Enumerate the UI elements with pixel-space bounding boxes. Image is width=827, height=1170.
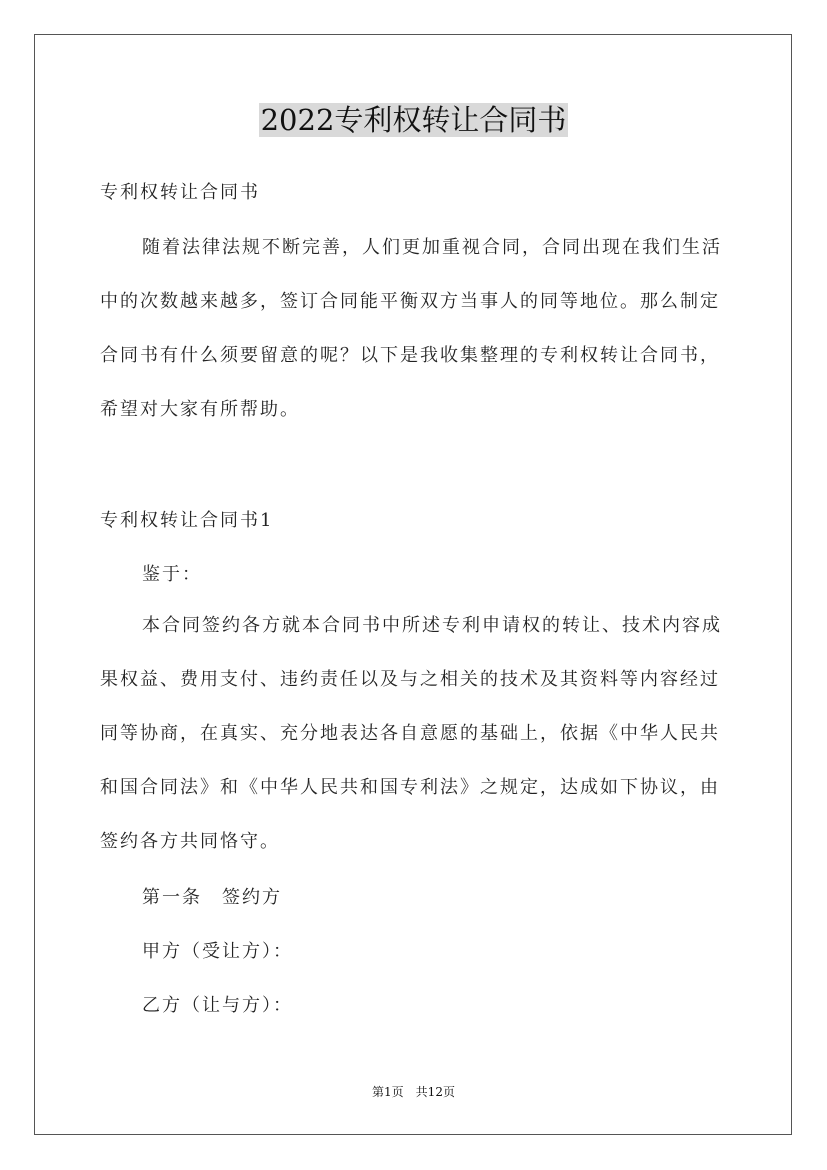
page-footer: 第1页 共12页 [372,1085,455,1099]
body-paragraph: 本合同签约各方就本合同书中所述专利申请权的转让、技术内容成果权益、费用支付、违约责任以及与之相关的技术及其资料等内容经过同等协商，在真实、充分地表达各自意愿的基础上，依据《中华人民共和国合同法》和《中华人民共和国专利法》之规定，达成如下协议，由签约各方共同恪守。 [100,615,722,852]
document-title [0,100,827,140]
intro-paragraph: 随着法律法规不断完善，人们更加重视合同，合同出现在我们生活中的次数越来越多，签订合同能平衡双方当事人的同等地位。那么制定合同书有什么须要留意的呢？以下是我收集整理的专利权转让合同书，希望对大家有所帮助。 [100,237,722,420]
section-heading: 专利权转让合同书1 [100,510,274,531]
party-b-label: 乙方（让与方）： [142,995,293,1016]
document-title-text: 2022专利权转让合同书 [260,103,567,137]
article-1-heading: 第一条 签约方 [142,887,282,908]
subtitle: 专利权转让合同书 [100,182,260,203]
party-a-label: 甲方（受让方）： [142,941,293,962]
whereas-label: 鉴于： [142,564,202,585]
